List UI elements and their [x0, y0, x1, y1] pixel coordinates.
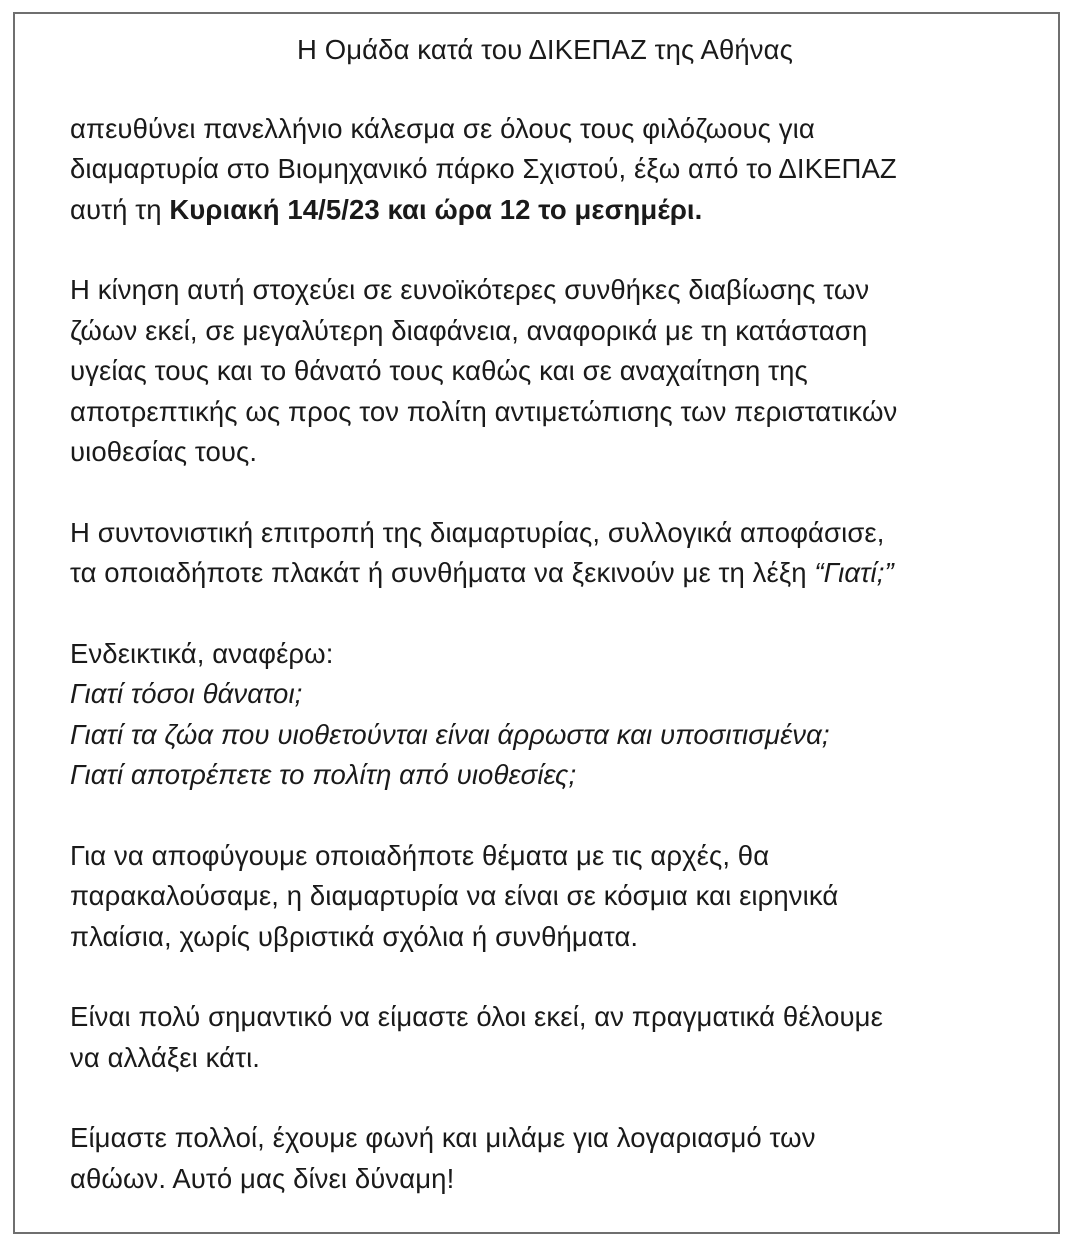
importance-paragraph — [70, 997, 1040, 1078]
document-frame — [13, 12, 1060, 1234]
document-title: Η Ομάδα κατά του ΔΙΚΕΠΑΖ της Αθήνας — [297, 34, 793, 65]
text-line: Ενδεικτικά, αναφέρω: — [70, 637, 334, 669]
question-line: Γιατί τόσοι θάνατοι; — [70, 678, 303, 709]
question-line: Γιατί αποτρέπετε το πολίτη από υιοθεσίες; — [70, 759, 577, 790]
closing-paragraph — [70, 1118, 1040, 1199]
document-body — [70, 30, 1040, 1239]
text-line: να αλλάξει κάτι. — [70, 1041, 261, 1073]
example-questions-paragraph — [70, 634, 1040, 796]
text-fragment: αυτή τη — [70, 193, 170, 225]
text-line: αποτρεπτικής ως προς τον πολίτη αντιμετώπισης των περιστατικών — [70, 395, 898, 427]
goals-paragraph — [70, 270, 1040, 473]
text-line: παρακαλούσαμε, η διαμαρτυρία να είναι σε κόσμια και ειρηνικά — [70, 880, 839, 911]
keyword-italic: “Γιατί;” — [814, 557, 894, 588]
text-line: ζώων εκεί, σε μεγαλύτερη διαφάνεια, αναφορικά με τη κατάσταση — [70, 314, 868, 346]
conduct-paragraph — [70, 836, 1040, 958]
date-time-bold: Κυριακή 14/5/23 και ώρα 12 το μεσημέρι. — [169, 193, 703, 225]
committee-paragraph — [70, 513, 1040, 594]
text-line: αθώων. Αυτό μας δίνει δύναμη! — [70, 1162, 455, 1194]
text-line: υγείας τους και το θάνατό τους καθώς και σε αναχαίτηση της — [70, 355, 808, 386]
text-line: πλαίσια, χωρίς υβριστικά σχόλια ή συνθήματα. — [70, 920, 639, 952]
text-line: Είναι πολύ σημαντικό να είμαστε όλοι εκεί, αν πραγματικά θέλουμε — [70, 1001, 883, 1032]
text-line: διαμαρτυρία στο Βιομηχανικό πάρκο Σχιστού, έξω από το ΔΙΚΕΠΑΖ — [70, 153, 897, 184]
text-line: Η κίνηση αυτή στοχεύει σε ευνοϊκότερες συνθήκες διαβίωσης των — [70, 274, 870, 305]
text-line: υιοθεσίας τους. — [70, 436, 258, 467]
text-line — [70, 190, 1040, 231]
text-line — [70, 553, 1040, 594]
text-line: Είμαστε πολλοί, έχουμε φωνή και μιλάμε για λογαριασμό των — [70, 1122, 816, 1153]
text-line: Η συντονιστική επιτροπή της διαμαρτυρίας, συλλογικά αποφάσισε, — [70, 516, 885, 548]
text-fragment: τα οποιαδήποτε πλακάτ ή συνθήματα να ξεκινούν με τη λέξη — [70, 557, 815, 588]
text-line: Για να αποφύγουμε οποιαδήποτε θέματα με τις αρχές, θα — [70, 839, 770, 871]
text-line: απευθύνει πανελλήνιο κάλεσμα σε όλους τους φιλόζωους για — [70, 112, 815, 144]
question-line: Γιατί τα ζώα που υιοθετούνται είναι άρρωστα και υποσιτισμένα; — [70, 718, 830, 750]
invitation-paragraph — [70, 109, 1040, 231]
